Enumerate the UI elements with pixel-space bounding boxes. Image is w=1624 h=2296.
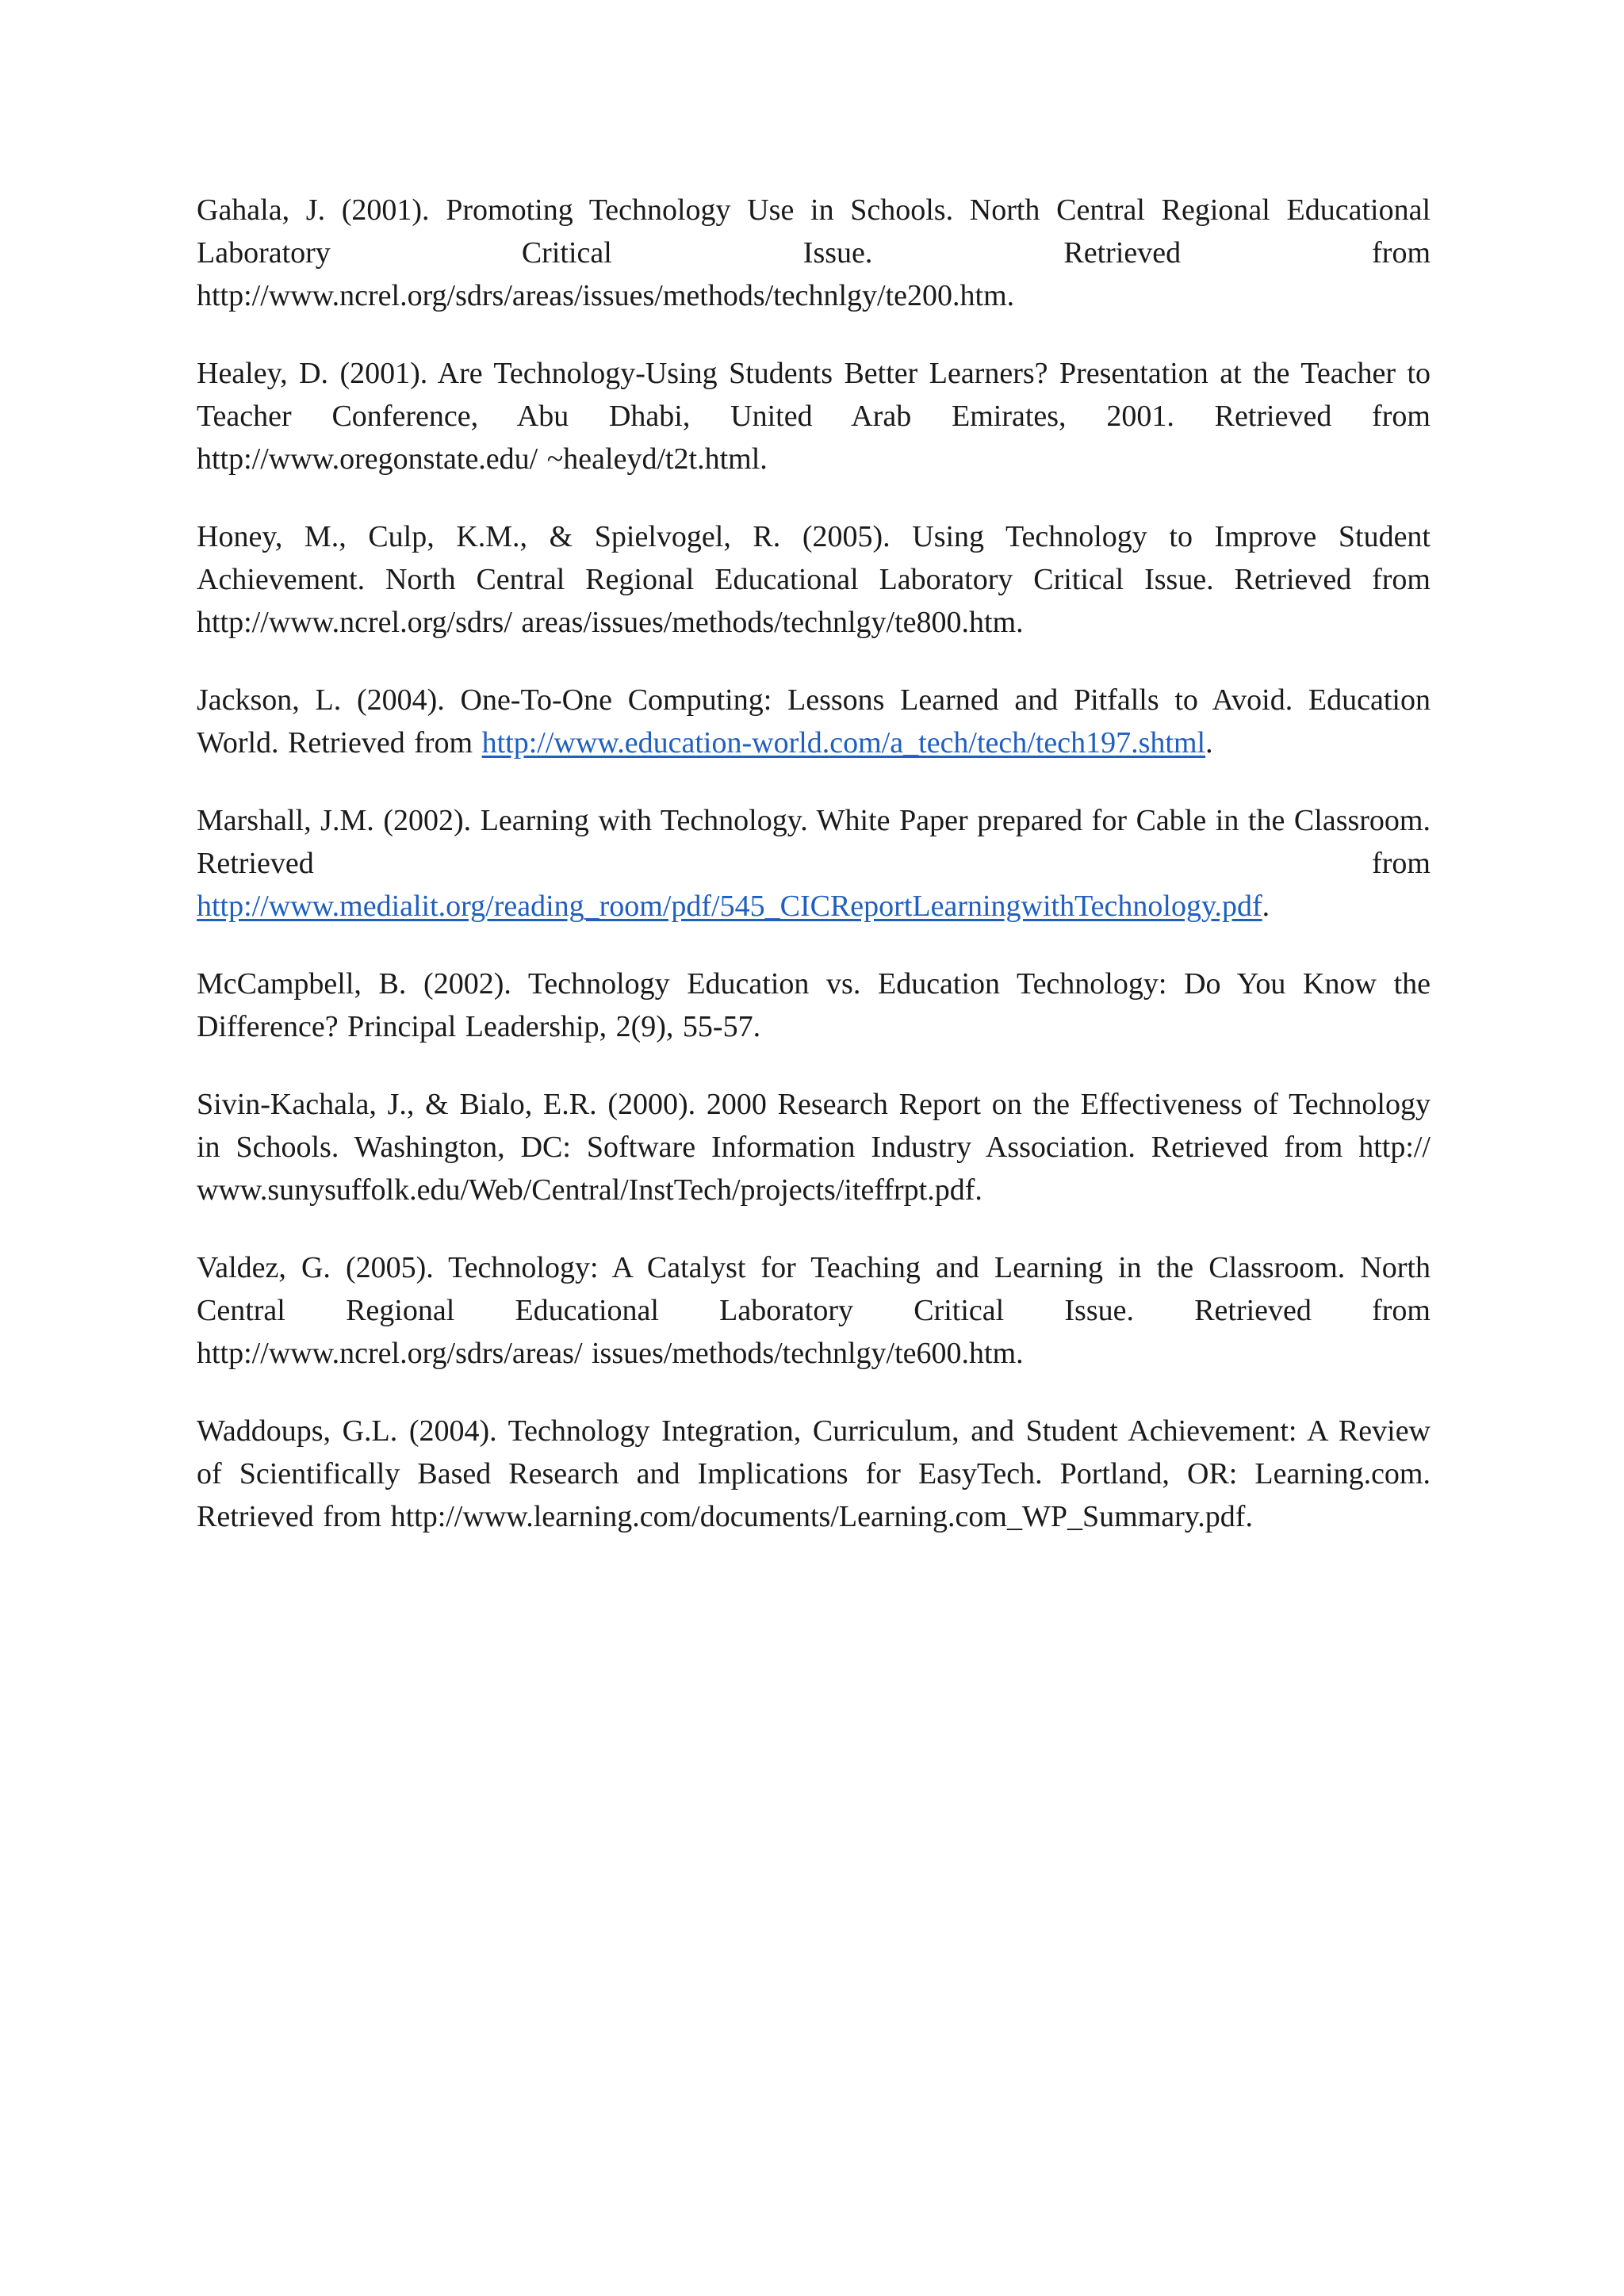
reference-text: Sivin-Kachala, J., & Bialo, E.R. (2000). 2000 Research Report on the Effectiveness of Technology in Schools. Washington, DC: Software Information Industry Association. Retrieved from http:// www.sunysuffolk.edu/Web/Central/InstTech/projects/iteffrpt.pdf. [197, 1088, 1431, 1207]
reference-trailing-period: . [1262, 890, 1270, 923]
reference-trailing-period: . [1205, 726, 1213, 760]
reference-entry-marshall [197, 799, 1431, 928]
reference-text: McCampbell, B. (2002). Technology Education vs. Education Technology: Do You Know the Difference? Principal Leadership, 2(9), 55-57. [197, 967, 1431, 1043]
reference-entry-valdez [197, 1246, 1431, 1375]
reference-link[interactable]: http://www.medialit.org/reading_room/pdf/545_CICReportLearningwithTechnology.pdf [197, 890, 1262, 923]
reference-link[interactable]: http://www.education-world.com/a_tech/tech/tech197.shtml [481, 726, 1206, 760]
reference-text: Jackson, L. (2004). One-To-One Computing: Lessons Learned and Pitfalls to Avoid. Education World. Retrieved from [197, 683, 1431, 760]
reference-text: Waddoups, G.L. (2004). Technology Integration, Curriculum, and Student Achievement: A Review of Scientifically Based Research and Implications for EasyTech. Portland, OR: Learning.com. Retrieved from http://www.learning.com/documents/Learning.com_WP_Summary.pdf. [197, 1414, 1431, 1533]
reference-text: Gahala, J. (2001). Promoting Technology Use in Schools. North Central Regional Educational Laboratory Critical Issue. Retrieved from http://www.ncrel.org/sdrs/areas/issues/methods/technlgy/te200.htm. [197, 193, 1431, 312]
reference-entry-gahala [197, 189, 1431, 317]
reference-list [197, 189, 1431, 1573]
reference-entry-mccampbell [197, 962, 1431, 1048]
reference-entry-sivin-kachala [197, 1083, 1431, 1211]
reference-entry-honey [197, 515, 1431, 644]
reference-entry-jackson [197, 679, 1431, 764]
reference-text: Honey, M., Culp, K.M., & Spielvogel, R. (2005). Using Technology to Improve Student Achievement. North Central Regional Educational Laboratory Critical Issue. Retrieved from http://www.ncrel.org/sdrs/ areas/issues/methods/technlgy/te800.htm. [197, 520, 1431, 639]
reference-entry-waddoups [197, 1410, 1431, 1538]
reference-text: Healey, D. (2001). Are Technology-Using Students Better Learners? Presentation at the Teacher to Teacher Conference, Abu Dhabi, United Arab Emirates, 2001. Retrieved from http://www.oregonstate.edu/ ~healeyd/t2t.html. [197, 357, 1431, 476]
reference-text: Marshall, J.M. (2002). Learning with Technology. White Paper prepared for Cable in the Classroom. Retrieved from [197, 804, 1431, 880]
reference-entry-healey [197, 352, 1431, 480]
reference-text: Valdez, G. (2005). Technology: A Catalyst for Teaching and Learning in the Classroom. North Central Regional Educational Laboratory Critical Issue. Retrieved from http://www.ncrel.org/sdrs/areas/ issues/methods/technlgy/te600.htm. [197, 1251, 1431, 1370]
